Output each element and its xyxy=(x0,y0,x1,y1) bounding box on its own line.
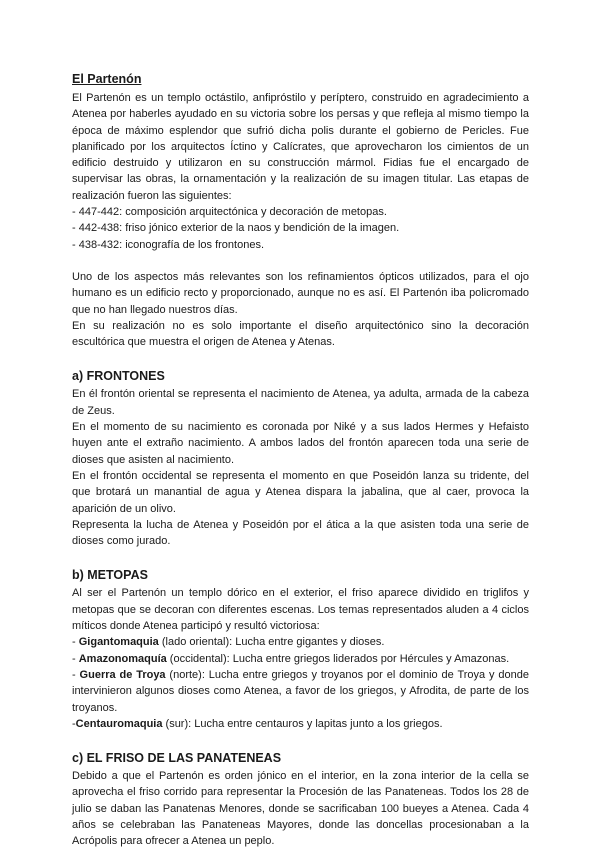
section-paragraph: En el momento de su nacimiento es coronada por Niké y a sus lados Hermes y Hefaisto huyen ante el extraño nacimiento. A ambos lados del frontón aparecen toda una serie de dioses que asisten al nacimiento. xyxy=(72,421,529,466)
metopa-item xyxy=(72,716,529,732)
intro-paragraph: Uno de los aspectos más relevantes son los refinamientos ópticos utilizados, para el ojo humano es un edificio recto y proporcionado, aunque no es así. El Partenón iba policromado que no han llegado nuestros días. xyxy=(72,270,529,316)
frontones-section xyxy=(72,368,529,549)
section-heading: a) FRONTONES xyxy=(72,369,165,384)
item-prefix: - xyxy=(72,652,79,665)
document-title: El Partenón xyxy=(72,72,142,86)
stage-item: - 438-432: iconografía de los frontones. xyxy=(72,238,265,251)
metopas-section xyxy=(72,567,529,732)
section-paragraph: Al ser el Partenón un templo dórico en el exterior, el friso aparece dividido en triglifos y metopas que se decoran con diferentes escenas. Los temas representados aluden a 4 ciclos míticos donde Atenea participó y resultó victoriosa: xyxy=(72,587,529,633)
metopa-description: (occidental): Lucha entre griegos liderados por Hércules y Amazonas. xyxy=(166,652,510,665)
spacer xyxy=(72,253,529,269)
section-paragraph: En el frontón occidental se representa el momento en que Poseidón lanza su tridente, del que brotará un manantial de agua y Atenea dispara la jabalina, que al caer, provoca la aparición de un olivo. xyxy=(72,469,529,515)
friso-section xyxy=(72,750,529,849)
metopa-item xyxy=(72,651,529,667)
metopa-item xyxy=(72,667,529,716)
section-paragraph: Debido a que el Partenón es orden jónico en el interior, en la zona interior de la cella se aprovecha el friso corrido para representar la Procesión de las Panateneas. Todos los 28 de julio se daban las Panatenas Menores, donde se sacrificaban 100 bueyes a Atenea. Cada 4 años se celebraban las Panateneas Mayores, donde las doncellas procesionaban a la Acrópolis para ofrecer a Atenea un peplo. xyxy=(72,770,529,848)
intro-section xyxy=(72,90,529,350)
intro-paragraph: En su realización no es solo importante el diseño arquitectónico sino la decoración escultórica que muestra el origen de Atenea y Atenas. xyxy=(72,319,529,349)
stage-item: - 447-442: composición arquitectónica y decoración de metopas. xyxy=(72,206,387,219)
stage-item: - 442-438: friso jónico exterior de la naos y bendición de la imagen. xyxy=(72,222,400,235)
intro-paragraph: El Partenón es un templo octástilo, anfipróstilo y períptero, construido en agradecimiento a Atenea por haberles ayudado en su victoria sobre los persas y que refleja al mismo tiempo la época de máximo esplendor que sufrió dicha polis durante el gobierno de Pericles. Fue planificado por los arquitectos Íctino y Calícrates, que aprovecharon los cimientos de un edificio destruido y utilizaron en su construcción mármol. Fidias fue el encargado de supervisar las obras, la ornamentación y la realización de su imagen titular. Las etapas de realización fueron las siguientes: xyxy=(72,92,529,202)
metopa-description: (sur): Lucha entre centauros y lapitas junto a los griegos. xyxy=(162,717,443,730)
metopa-description: (lado oriental): Lucha entre gigantes y dioses. xyxy=(158,636,385,649)
section-paragraph: En él frontón oriental se representa el nacimiento de Atenea, ya adulta, armada de la cabeza de Zeus. xyxy=(72,388,529,417)
metopa-item xyxy=(72,634,529,650)
metopa-term: Gigantomaquia xyxy=(78,636,159,649)
metopa-description: (norte): Lucha entre griegos y troyanos por el dominio de Troya y donde intervinieron algunos dioses como Atenea, a favor de los griegos, y Afrodita, de parte de los troyanos. xyxy=(72,668,529,714)
metopa-term: Amazonomaquía xyxy=(78,652,167,665)
section-heading: b) METOPAS xyxy=(72,568,148,583)
section-paragraph: Representa la lucha de Atenea y Poseidón por el ática a la que asisten toda una serie de dioses como jurado. xyxy=(72,518,529,548)
item-prefix: - xyxy=(72,668,80,681)
metopa-term: Guerra de Troya xyxy=(79,668,166,681)
item-prefix: - xyxy=(72,636,79,649)
metopa-term: Centauromaquia xyxy=(75,717,163,730)
item-prefix: - xyxy=(72,717,76,730)
section-heading: c) EL FRISO DE LAS PANATENEAS xyxy=(72,751,282,766)
